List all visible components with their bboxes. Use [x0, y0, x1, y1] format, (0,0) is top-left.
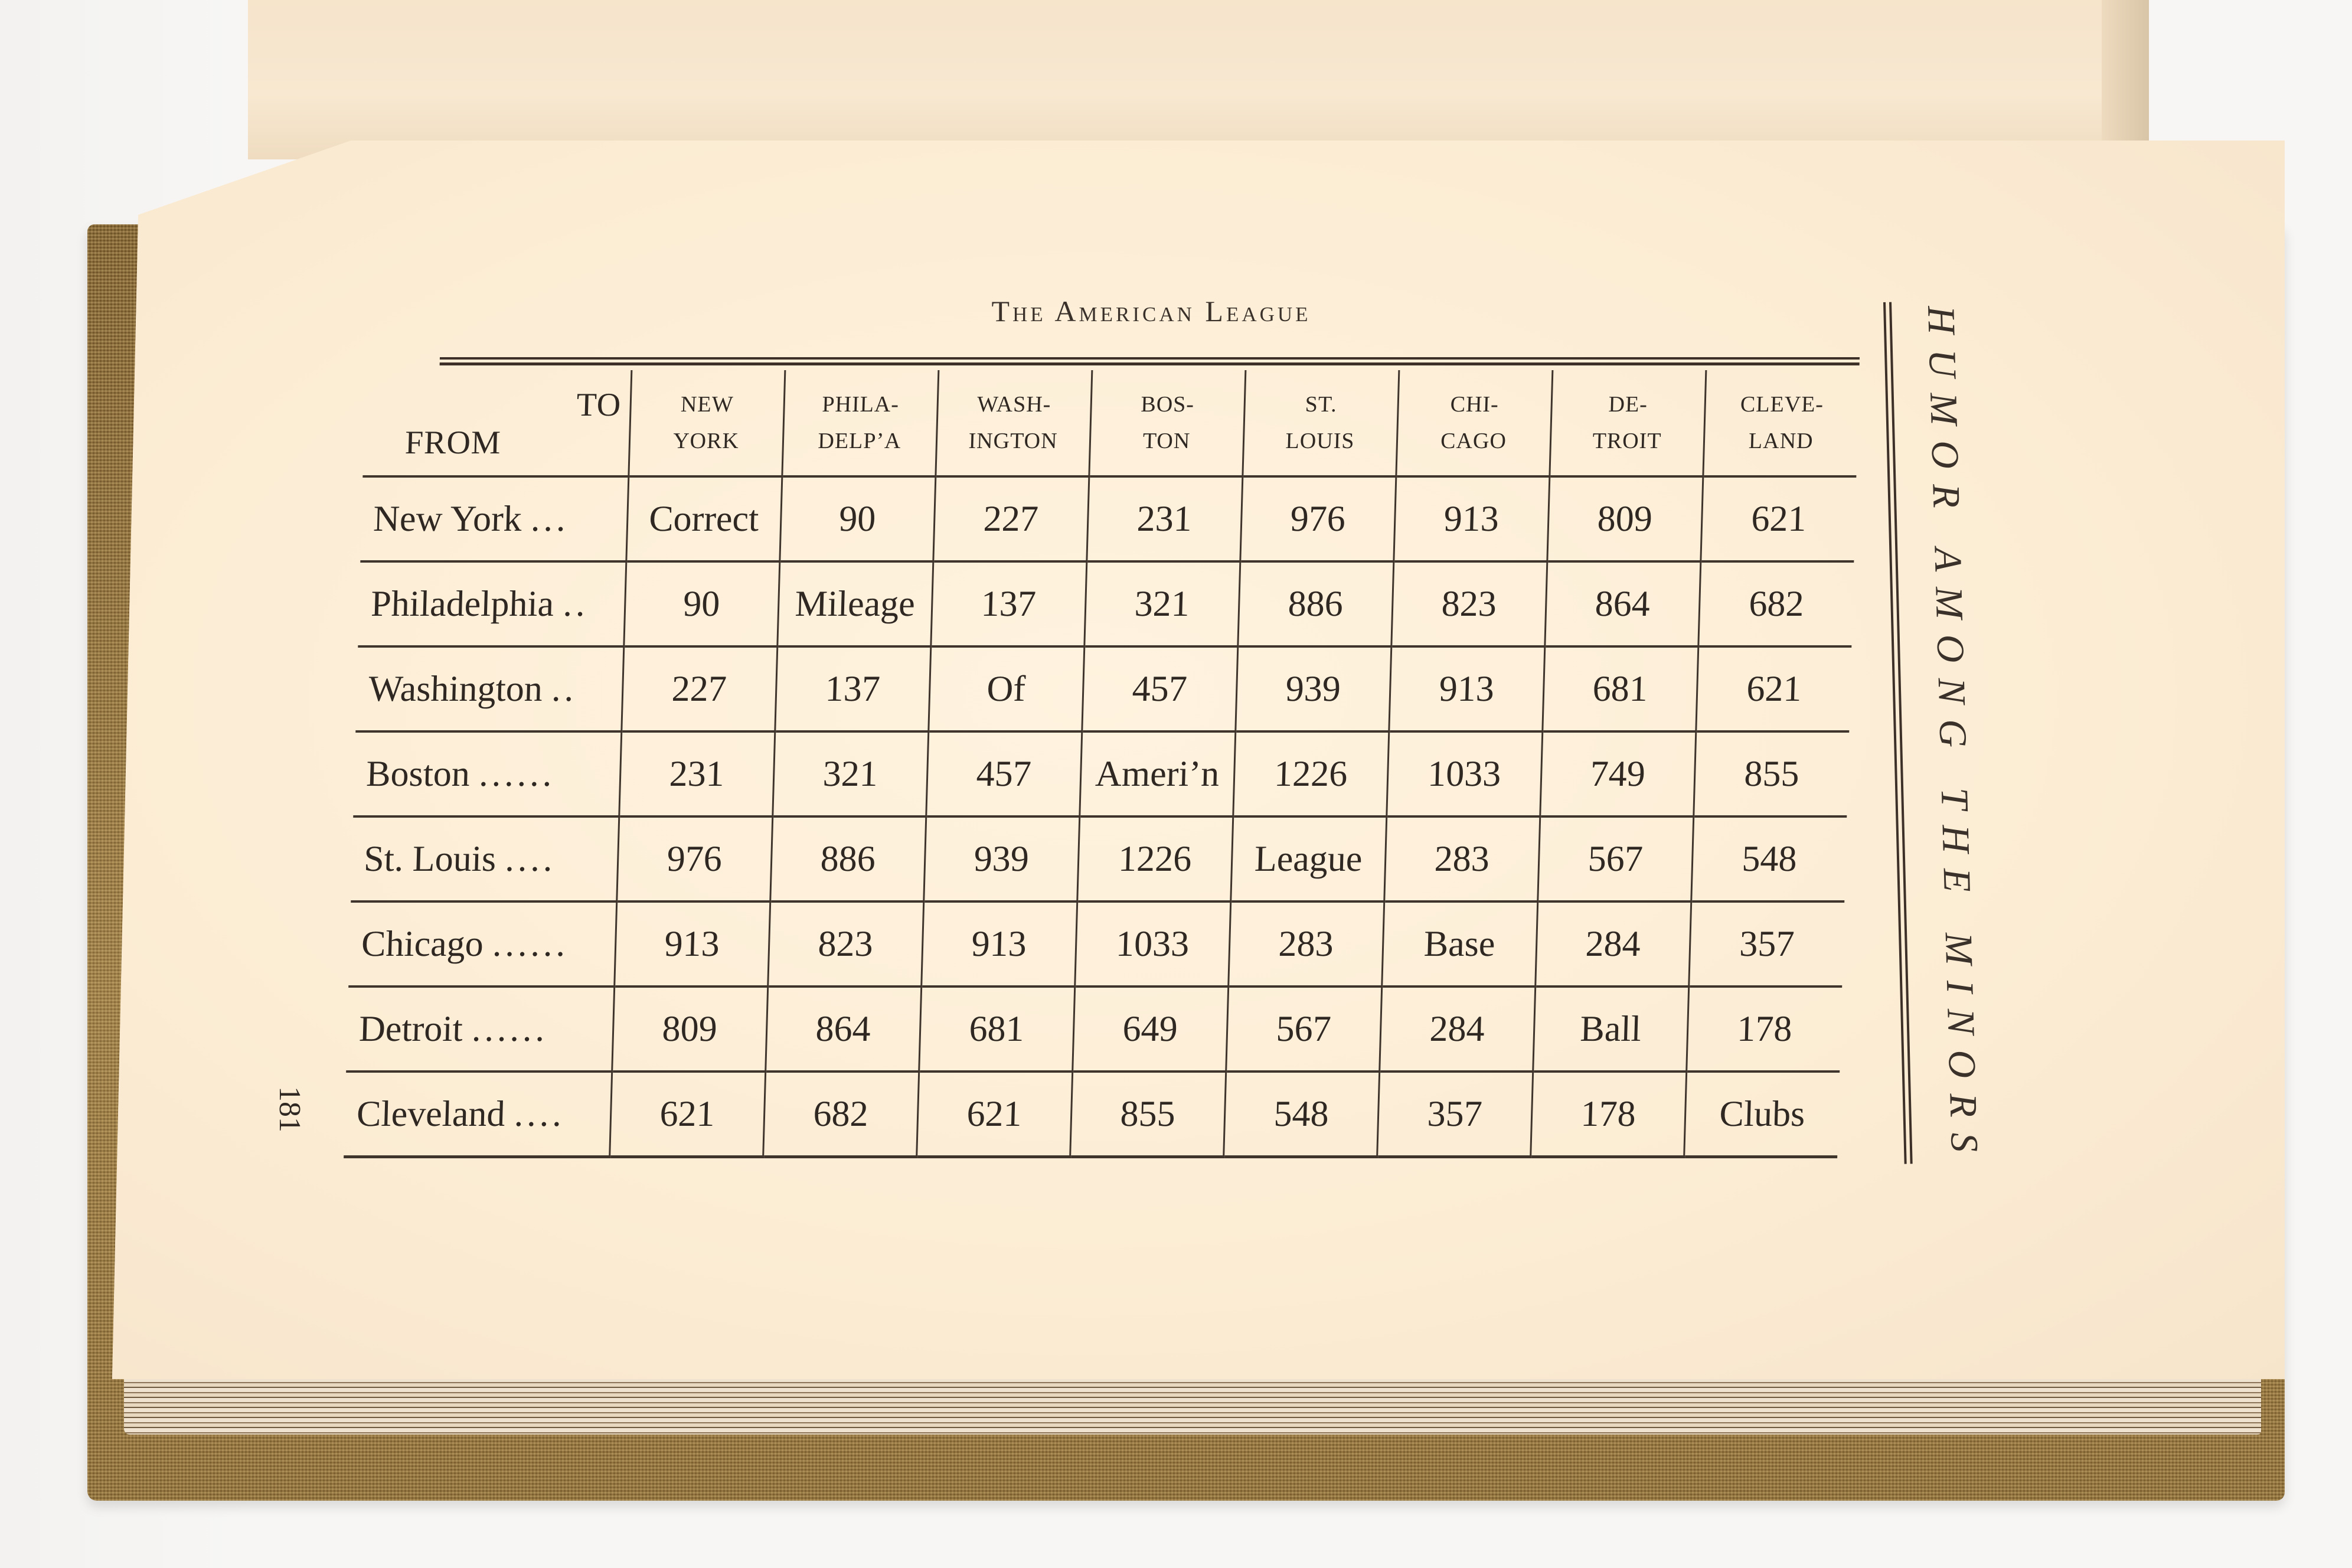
row-label-text: Washington	[368, 668, 543, 709]
table-cell: 913	[921, 901, 1077, 986]
row-label-text: St. Louis	[363, 838, 497, 879]
table-cell: 913	[614, 901, 770, 986]
table-cell: 621	[916, 1072, 1072, 1157]
header-row	[362, 370, 1859, 476]
table-cell: 548	[1223, 1072, 1379, 1157]
running-head: The American League	[991, 295, 1311, 328]
table-cell: 548	[1691, 816, 1847, 901]
table-cell: 321	[772, 731, 928, 816]
table-cell: 682	[763, 1072, 919, 1157]
table-cell: 227	[621, 646, 777, 731]
table-cell: 621	[1696, 646, 1851, 731]
table-cell: League	[1230, 816, 1386, 901]
table-cell: 855	[1693, 731, 1849, 816]
leader-dots: ....	[514, 1093, 566, 1134]
table-body	[344, 476, 1856, 1157]
table-cell: Correct	[626, 476, 782, 561]
table-cell: Base	[1381, 901, 1537, 986]
table-cell: 939	[1235, 646, 1391, 731]
row-label	[344, 1072, 612, 1157]
table-cell: 976	[1240, 476, 1396, 561]
page-number: 181	[273, 1086, 306, 1132]
leader-dots: ......	[478, 753, 556, 794]
column-header-boston: BOS- TON	[1089, 370, 1245, 476]
table-cell: 457	[1082, 646, 1237, 731]
table-cell: 939	[923, 816, 1079, 901]
column-header-st-louis: ST. LOUIS	[1242, 370, 1399, 476]
table-cell: 457	[926, 731, 1082, 816]
table-cell: Clubs	[1684, 1072, 1840, 1157]
row-label-text: Chicago	[361, 923, 484, 964]
table-cell: Mileage	[777, 561, 933, 646]
facing-page	[248, 0, 2143, 159]
table-cell: 90	[779, 476, 935, 561]
mileage-table-container	[344, 357, 1860, 1160]
row-label-text: New York	[373, 498, 522, 539]
table-cell: 855	[1070, 1072, 1226, 1157]
table-cell: 1033	[1386, 731, 1542, 816]
table-cell: 90	[623, 561, 779, 646]
row-label	[358, 561, 626, 646]
table-row	[351, 816, 1847, 901]
row-label	[351, 816, 619, 901]
table-cell: 681	[919, 986, 1074, 1072]
table-cell: 284	[1379, 986, 1535, 1072]
table-cell: 357	[1377, 1072, 1533, 1157]
leader-dots: ......	[471, 1008, 549, 1049]
row-label-text: Boston	[365, 753, 471, 794]
table-cell: Of	[928, 646, 1084, 731]
row-label	[348, 901, 616, 986]
table-cell: 913	[1389, 646, 1544, 731]
table-cell: 682	[1698, 561, 1854, 646]
table-cell: 649	[1072, 986, 1228, 1072]
table-cell: 231	[619, 731, 775, 816]
column-header-cleveland: CLEVE- LAND	[1703, 370, 1859, 476]
table-cell: 357	[1688, 901, 1844, 986]
table-cell: 283	[1228, 901, 1384, 986]
table-cell: 567	[1537, 816, 1693, 901]
table-row	[348, 901, 1844, 986]
table-cell: 809	[612, 986, 767, 1072]
table-cell: 913	[1393, 476, 1549, 561]
table-cell: 864	[765, 986, 921, 1072]
leader-dots: ....	[504, 838, 557, 879]
row-label	[346, 986, 614, 1072]
table-cell: Ball	[1533, 986, 1688, 1072]
column-header-philadelphia: PHILA- DELP’A	[782, 370, 938, 476]
table-row	[360, 476, 1856, 561]
table-cell: 823	[1391, 561, 1547, 646]
facing-page-edge	[2102, 0, 2149, 153]
row-label-text: Cleveland	[356, 1093, 506, 1134]
row-label	[353, 731, 621, 816]
column-header-chicago: CHI- CAGO	[1396, 370, 1552, 476]
column-header-new-york: NEW YORK	[628, 370, 785, 476]
table-cell: 886	[770, 816, 926, 901]
to-label: TO	[576, 387, 622, 423]
row-label	[355, 646, 623, 731]
table-row	[353, 731, 1849, 816]
table-cell: 621	[1700, 476, 1856, 561]
table-cell: 231	[1086, 476, 1242, 561]
table-cell: 864	[1544, 561, 1700, 646]
table-cell: 749	[1540, 731, 1696, 816]
leader-dots: ......	[492, 923, 570, 964]
table-cell: 976	[616, 816, 772, 901]
table-cell: 809	[1547, 476, 1703, 561]
mileage-table	[344, 370, 1859, 1158]
corner-header	[362, 370, 631, 476]
table-row	[344, 1072, 1840, 1157]
table-cell: 621	[609, 1072, 765, 1157]
table-cell: 178	[1686, 986, 1842, 1072]
table-cell: 1033	[1074, 901, 1230, 986]
table-top-double-rule	[440, 357, 1860, 365]
side-running-title: HUMOR AMONG THE MINORS	[1919, 305, 1987, 1168]
table-cell: 1226	[1233, 731, 1389, 816]
leader-dots: ..	[562, 583, 589, 624]
table-cell: 567	[1226, 986, 1381, 1072]
table-cell: 283	[1384, 816, 1540, 901]
table-cell: 178	[1530, 1072, 1686, 1157]
table-cell: 227	[933, 476, 1089, 561]
table-cell: Ameri’n	[1079, 731, 1235, 816]
leader-dots: ...	[530, 498, 570, 539]
table-cell: 1226	[1077, 816, 1233, 901]
from-label: FROM	[404, 424, 502, 461]
row-label-text: Philadelphia	[370, 583, 555, 624]
row-label	[360, 476, 628, 561]
column-header-washington: WASH- INGTON	[935, 370, 1092, 476]
row-label-text: Detroit	[358, 1008, 463, 1049]
column-header-detroit: DE- TROIT	[1549, 370, 1706, 476]
table-cell: 886	[1237, 561, 1393, 646]
table-row	[358, 561, 1854, 646]
table-cell: 137	[775, 646, 930, 731]
table-cell: 681	[1542, 646, 1698, 731]
table-cell: 823	[767, 901, 923, 986]
table-cell: 284	[1535, 901, 1691, 986]
table-row	[346, 986, 1842, 1072]
table-row	[355, 646, 1851, 731]
table-cell: 321	[1084, 561, 1240, 646]
leader-dots: ..	[551, 668, 578, 709]
table-cell: 137	[930, 561, 1086, 646]
